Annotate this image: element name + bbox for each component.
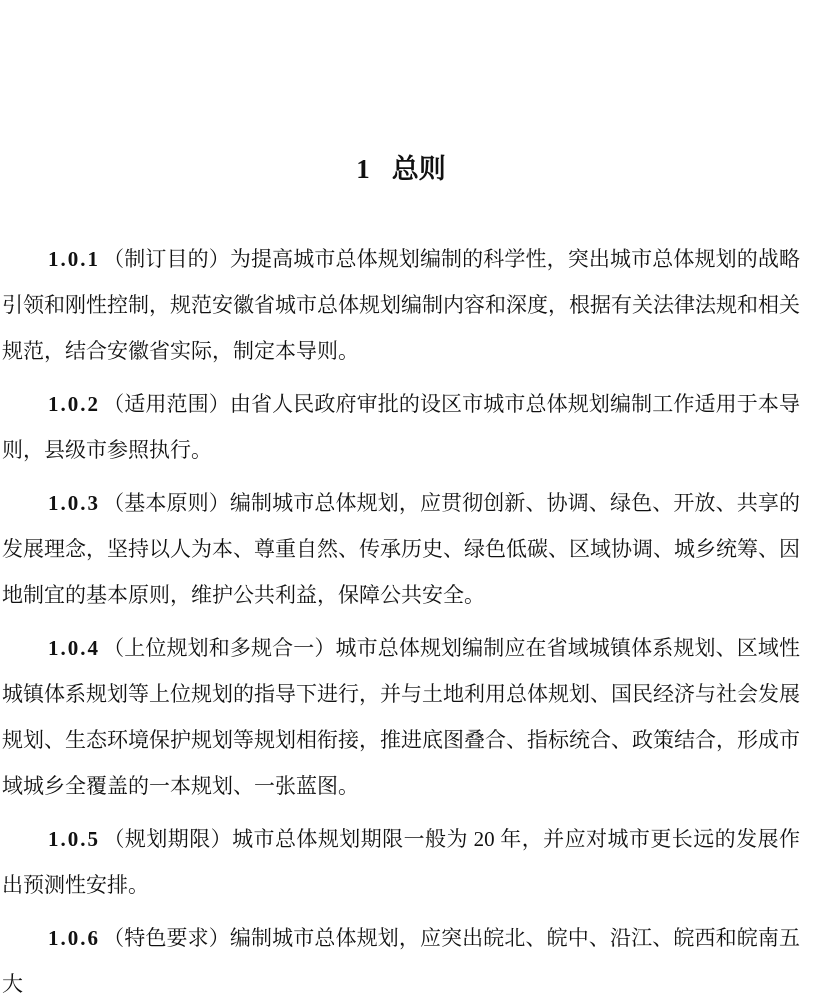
- clause-1-0-3: [2, 480, 800, 618]
- clause-1-0-5: [2, 816, 800, 908]
- clause-text: （适用范围）由省人民政府审批的设区市城市总体规划编制工作适用于本导则，县级市参照执行。: [2, 392, 800, 462]
- clause-1-0-4: [2, 625, 800, 809]
- clause-number: 1.0.2: [48, 392, 100, 416]
- clause-number: 1.0.3: [48, 491, 100, 515]
- clause-number: 1.0.4: [48, 636, 100, 660]
- clause-text: （规划期限）城市总体规划期限一般为 20 年，并应对城市更长远的发展作出预测性安排。: [2, 827, 800, 897]
- clause-1-0-2: [2, 381, 800, 473]
- chapter-title: [2, 152, 800, 186]
- clause-number: 1.0.5: [48, 827, 100, 851]
- clause-number: 1.0.1: [48, 247, 100, 271]
- clause-number: 1.0.6: [48, 926, 100, 950]
- clause-1-0-1: [2, 236, 800, 374]
- clause-text: （上位规划和多规合一）城市总体规划编制应在省域城镇体系规划、区域性城镇体系规划等上位规划的指导下进行，并与土地利用总体规划、国民经济与社会发展规划、生态环境保护规划等规划相衔接，推进底图叠合、指标统合、政策结合，形成市域城乡全覆盖的一本规划、一张蓝图。: [2, 636, 800, 798]
- clause-text: （制订目的）为提高城市总体规划编制的科学性，突出城市总体规划的战略引领和刚性控制，规范安徽省城市总体规划编制内容和深度，根据有关法律法规和相关规范，结合安徽省实际，制定本导则。: [2, 247, 800, 363]
- clause-text: （特色要求）编制城市总体规划，应突出皖北、皖中、沿江、皖西和皖南五大: [2, 926, 800, 996]
- chapter-number: 1: [356, 154, 370, 184]
- clause-text: （基本原则）编制城市总体规划，应贯彻创新、协调、绿色、开放、共享的发展理念，坚持以人为本、尊重自然、传承历史、绿色低碳、区域协调、城乡统筹、因地制宜的基本原则，维护公共利益，保障公共安全。: [2, 491, 800, 607]
- chapter-title-text: 总则: [391, 154, 446, 184]
- clause-1-0-6: [2, 915, 800, 1007]
